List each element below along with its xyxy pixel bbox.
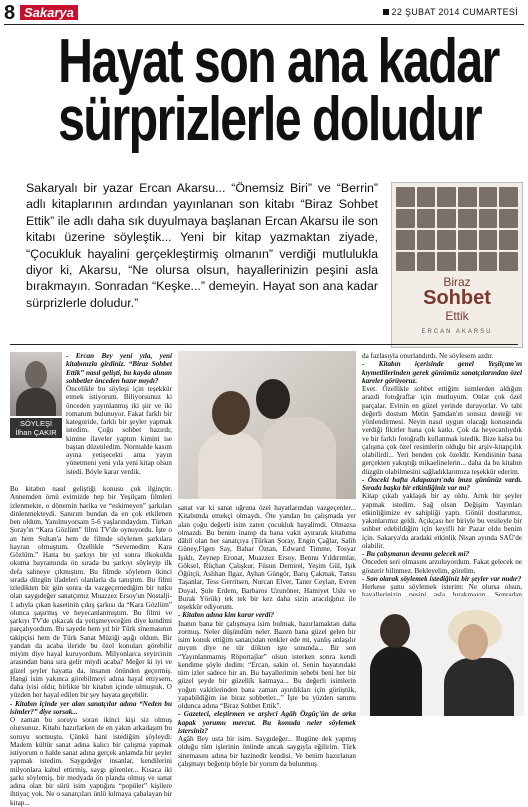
intro-paragraph: Sakaryalı bir yazar Ercan Akarsu... “Önemsiz Biri” ve “Berrin” adlı kitaplarının ardından yayınlanan son kitabı “Biraz Sohbet Ettik” ile adlı daha sık duyulmaya başlanan Ercan Akarsu ile son kitabı üzerine söyleştik... Yeni bir kitap yazmaktan ziyade, “Çocukluk hayalini gerçekleştirmiş olmanın” verdiği mutlulukla diyor ki, Akarsu, “Ne olursa olsun, hayallerinizin peşini asla bırakmayın. Sonradan “Keşke...” demeyin. Hayat son ana kadar sürprizlerle doludur.” [26, 181, 378, 310]
issue-date-text: 22 ŞUBAT 2014 CUMARTESİ [391, 7, 518, 17]
answer: O zaman bu soruyu soran ikinci kişi siz olmuş olursunuz. Kitabı hazırlarken de en yakın arkadaşım bu soruyu sormuştu. Çünkü hani istediğim şöyleydi: Madem kültür sanat adına kalıcı bir çalışma yapmak istiyorum o halde sanat adına gerçek anlamda bir şeyler yapmak istedim. Saygıdeğer insanlar, kendilerini milyonlara kabul ettirmiş, saygı görenler... Kısaca iki şarkı söylemiş, bir medyada ön planda olmuş ve sanat adına olan bir sürü isim yaptığını “popüler” kişilere ihtiyaç yok. Ne o sanatçıları ünlü kılmaya çabalayan bir kitap... [10, 716, 172, 807]
byline-name: İlhan ÇAKIR [15, 428, 57, 437]
question: - Ercan Bey yeni yıla, yeni kitabınızla girdiniz. “Biraz Sohbet Ettik” nasıl gelişti, bu kayda alınan sohbetler önceden hazır mıydı? [66, 352, 172, 385]
question: - Son olarak söylemek istediğiniz bir şeyler var mıdır? [362, 574, 522, 583]
answer: Evet. Özellikle sohbet ettiğim isimlerden aldığım arazdi fotoğraflar için mutluyum. Onlar çok özel parçalar. Evinin en güzel yerinde duruyorlar. Ve tabi değerli dostum Metin Şamdan'ın sonsuz desteği ve yönlendirmesi. Neyin nasıl uygun olacağı konusunda verdiği fikirler bana çok katkı. Çok da heyecanlıydık ve bir farklı fotoğraflı kullanmak istedik. Bize kalsa bu çalışma çok özel resimlerin olduğu bir arşiv-kitapçılık olabilirdi... Yeri benden çok özeldir. Kendisinin bana gerçekten yakıştığı mikaelinelerin... daha da bu kitabın düzgün olabilmesini sağladıklarımıza teşekkür ederim. [362, 385, 522, 476]
column-2 [178, 504, 356, 768]
byline [10, 418, 62, 438]
issue-date [383, 7, 518, 17]
answer: Öncelikle bu söyleşi için teşekkür etmek istiyorum. Biliyorsunuz ki önceden yayınlanmış iki şiir ve iki romanım bulunuyor. Fakat farklı bir kategoride, farklı bir şeyler yapmak istedim. Çoğu sohbet hazırdı; kimine ilaveler yaptım kimini ise baştan düzenledim. Normalde kasım ayına yetişecekti ama yayın yönetmeni yeni yıla yeni kitap olsun istedi. Böyle karar verdik. [66, 385, 172, 476]
book-cover-image [391, 182, 523, 348]
byline-label: SÖYLEŞİ [19, 419, 53, 428]
book-cover-title-2: Sohbet [423, 287, 491, 309]
answer: da fazlasıyla onurlandırdı. Ne söylesem azdır. [362, 352, 494, 360]
column-1-top [66, 352, 172, 476]
question: - Önceki hafta Adapazarı'nda imza gününüz vardı. Sırada başka bir etkinliğiniz var mı? [362, 475, 522, 492]
square-bullet-icon [383, 9, 389, 15]
headline-line-2: sürprizlerle doludur [58, 85, 481, 154]
section-rule [10, 344, 518, 345]
book-cover-author: ERCAN AKARSU [421, 329, 493, 335]
book-cover-title-1: Biraz [443, 275, 471, 289]
answer: Agâh Bey usta bir isim. Saygıdeğer... Bugüne dek yapmış olduğu tüm işlerinin önünde ancak saygıyla eğilirim. Türk sinemasını adına bir hazinedir kendisi. Ve benim hazırlanan çalışmayı beğenip böyle bir yorum da bulunmuş [178, 735, 356, 768]
answer: sanat var ki sanat uğruna özel hayatlarından vazgeçenler... Kitabımda emekçi olmaydı. Öte yandan bu çalışmada yer alan çoğu değerli isim zaten çocukluk hayalimdi. Olmazsa olmazdı. Bu benim inanıp da bana vakit ayırarak kitabıma dâhil olan her sanatçıya (Türkan Şoray, Engin Çağlar, Salih Güney,Figen Say, Bahar Öztan, Edward Timme, Tosyar Işıklı, Zeynep Eronat, Muazzez Ersoy, Bennu Yıldırımlar, Göksel, Rüçhan Çalışkur, Füsun Demirel, Yeşim Gül, Işık Öğütçü, Aslıhan Ilgaz, Ayhan Güngör, Barış Çakmak, Tansu Taşanlar, Tess Gerritsen, Nurcan Elver, Taner Ceylan, Evren Duyal, Şule Erdem, Barbaros Uzunöner, Hamiyet Uslu ve Burak Yörük) tek tek bir kez daha sizin aracılığınız ile teşekkür ediyorum. [178, 504, 356, 611]
question: - Gazeteci, eleştirmen ve arşivci Agâh Özgüç'ün de arka kapak yorumu mevcut. Bu konuda neler söylemek istersiniz? [178, 710, 356, 735]
header-rule [4, 24, 524, 25]
event-photo [360, 596, 524, 716]
page-number: 8 [4, 2, 16, 24]
answer: Önceden seri olmasını arzuluyordum. Fakat gelecek ne gösterir bilinmez. Bekleyelim, görelim. [362, 558, 522, 575]
section-brand: Sakarya [20, 5, 78, 20]
author-photo [178, 351, 356, 499]
question: - Kitabın içinde yer alan sanatçılar adına “Neden bu isimler?” diye sorsak... [10, 699, 172, 716]
question: - Kitabın içerisinde genel Yeşilçam'ın kıymetlilerinden gerek günümüz sanatçılarından özel kareler görüyoruz. [362, 360, 522, 385]
answer: Bu kitabın nasıl geliştiği konusu çok ilginçtir. Annemden örnü evimizde hep bir Yeşilçam filmleri izlenmekte, o dönemin harika ve “eskimeyen” şarkıları dinlenmekteydi. Sanırım bundan da en çok etkilenen ben oldum. Yanılmıyorsam 5-6 yaşlarındaydım. Türkan Şoray'ın “Kara Gözlüm” filmi TV'de oynuyordu. İşte o an hem Sultan'a hem de filmde söylenen şarkılara hayran olmuştum. Özellikle “Sevemedim Kara Gözlüm.” Hatta bu şarkıyı bir yıl sonra ilkokulda okuma bayramında ön sırada bu şarkıyı söyleyip ilk defa sahneye çıkmıştım. Bu filmde söylenen ikinci sırada düzgün ifadeleri olanlarla da tanıştım. Bu filmi izledikten bir gün sonra da vazgeçemediğim bir tutku olan saygıdeğer sanatçımız Muazzez Ersoy'un Nostalji-1 adıyla çıkan kasetinin çıkış şarkısı da “Kara Gözlüm” olunca şaşırmış ve heyecanlanmıştım. Bu filmi ve şarkıyı TV'de çıkacak da yetişmeyeceğim diye kendimi parçalıyordum. Bu sayede hem yıl bir Türk sinemasının takipçisi hem de Türk Sanat Müziği aşığı oldum. Bir yandan da acaba ileride bu özel konuları görebilir miyim diye hayal kuruyordum. Milyonlarca seyircinin arasından bana sıra gelir miydi acaba? Meğer ki iyi ve güzel şeyler hayatta da, insanın önünden geçermiş. Hangi isim yakınca görebilmeyi adına hayal ettiysem, daha iyisi oldu; birlikte bir kitabın içinde olmuştuk. O yüzden her hayal edilen bir şey hayata geçebilir. [10, 485, 172, 700]
headline-line-1: Hayat son ana kadar [58, 27, 499, 96]
column-1-bottom [10, 485, 172, 807]
interviewer-photo [10, 352, 62, 416]
headline [0, 27, 528, 154]
answer: Kitap çıkalı yaklaşık bir ay oldu. Artık bir şeyler yapmak istedim. Sağ olsun Değişim Yayınları etkinliğimize ev sahipliği yaptı. Gönül dostlarımız, yakınlarımız geldi. Açıkçası her biriyle bu vesileyle bir sohbet edebildiğim için keyifli bir Pazar oldu benim için. Sakarya'da aradaki etkinlik Nisan ayında SAÜ'de olabilir. [362, 492, 522, 550]
page-header [0, 0, 528, 26]
answer: Herkese şunu söylemek isterim: Ne olursa olsun, [362, 583, 522, 591]
book-cover-title-3: Ettik [445, 309, 469, 323]
question: - Kitabın adına kim karar verdi? [178, 611, 275, 620]
answer: İnanın bana bir çalışmaya isim bulmak, hazırlamaktan daha zormuş. Neler düşündüm neler. Bazen bana güzel gelen bir isim konuk ettiğim sanatçıdan renkler ede mi, yanlış anlaşılır mıyım diye ne tür dökten işte sonunda... Bir son “Yayınlanmamış Röportajlar” olsun isterken sonra kendi kendime şöyle dedim: “Ercan, sakin ol. Senin hayatındaki tüm izler sadece bir an. Bu hayallerimin sebebi beni her bir güzel şeyde bir güzellik katmaya... Bu değerli isimlerin yoğun vakitlerinden bana zaman ayırdıkları için görüştük, yapabildiğim ise biraz sohbetler...” İşte bu yüzden sanımı oldunca adına “Biraz Sohbet Ettik”. [178, 619, 356, 710]
book-cover-portraits [396, 187, 518, 271]
question: - Bu çalışmanın devamı gelecek mi? [362, 550, 470, 558]
